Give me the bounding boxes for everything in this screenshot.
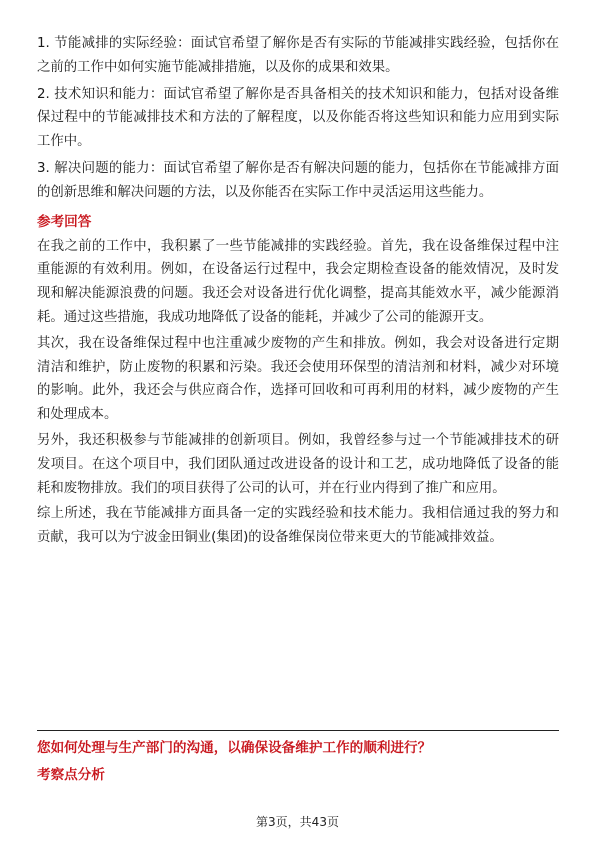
answer-paragraph-3: 另外，我还积极参与节能减排的创新项目。例如，我曾经参与过一个节能减排技术的研发项目。在这个项目中，我们团队通过改进设备的设计和工艺，成功地降低了设备的能耗和废物排放。我们的项目获得了公司的认可，并在行业内得到了推广和应用。 (37, 432, 559, 496)
next-question-heading: 您如何处理与生产部门的沟通，以确保设备维护工作的顺利进行？ (37, 740, 432, 756)
section-divider (37, 730, 559, 731)
criterion-item-1: 1. 节能减排的实际经验：面试官希望了解你是否有实际的节能减排实践经验，包括你在之前的工作中如何实施节能减排措施，以及你的成果和效果。 (37, 36, 559, 75)
answer-paragraph-2: 其次，我在设备维保过程中也注重减少废物的产生和排放。例如，我会对设备进行定期清洁和维护，防止废物的积累和污染。我还会使用环保型的清洁剂和材料，减少对环境的影响。此外，我还会与供应商合作，选择可回收和可再利用的材料，减少废物的产生和处理成本。 (37, 335, 559, 423)
criterion-item-2: 2. 技术知识和能力：面试官希望了解你是否具备相关的技术知识和能力，包括对设备维保过程中的节能减排技术和方法的了解程度，以及你能否将这些知识和能力应用到实际工作中。 (37, 86, 559, 150)
page-footer: 第3页，共43页 (256, 815, 339, 829)
analysis-heading: 考察点分析 (37, 767, 105, 783)
content-area (37, 32, 559, 552)
answer-paragraph-4: 综上所述，我在节能减排方面具备一定的实践经验和技术能力。我相信通过我的努力和贡献，我可以为宁波金田铜业(集团)的设备维保岗位带来更大的节能减排效益。 (37, 506, 559, 546)
answer-heading: 参考回答 (37, 213, 92, 230)
answer-paragraph-1: 在我之前的工作中，我积累了一些节能减排的实践经验。首先，我在设备维保过程中注重能源的有效利用。例如，在设备运行过程中，我会定期检查设备的能效情况，及时发现和解决能源浪费的问题。我还会对设备进行优化调整，提高其能效水平，减少能源消耗。通过这些措施，我成功地降低了设备的能耗，并减少了公司的能源开支。 (37, 238, 559, 325)
criterion-item-3: 3. 解决问题的能力：面试官希望了解你是否有解决问题的能力，包括你在节能减排方面的创新思维和解决问题的方法，以及你能否在实际工作中灵活运用这些能力。 (37, 160, 559, 200)
